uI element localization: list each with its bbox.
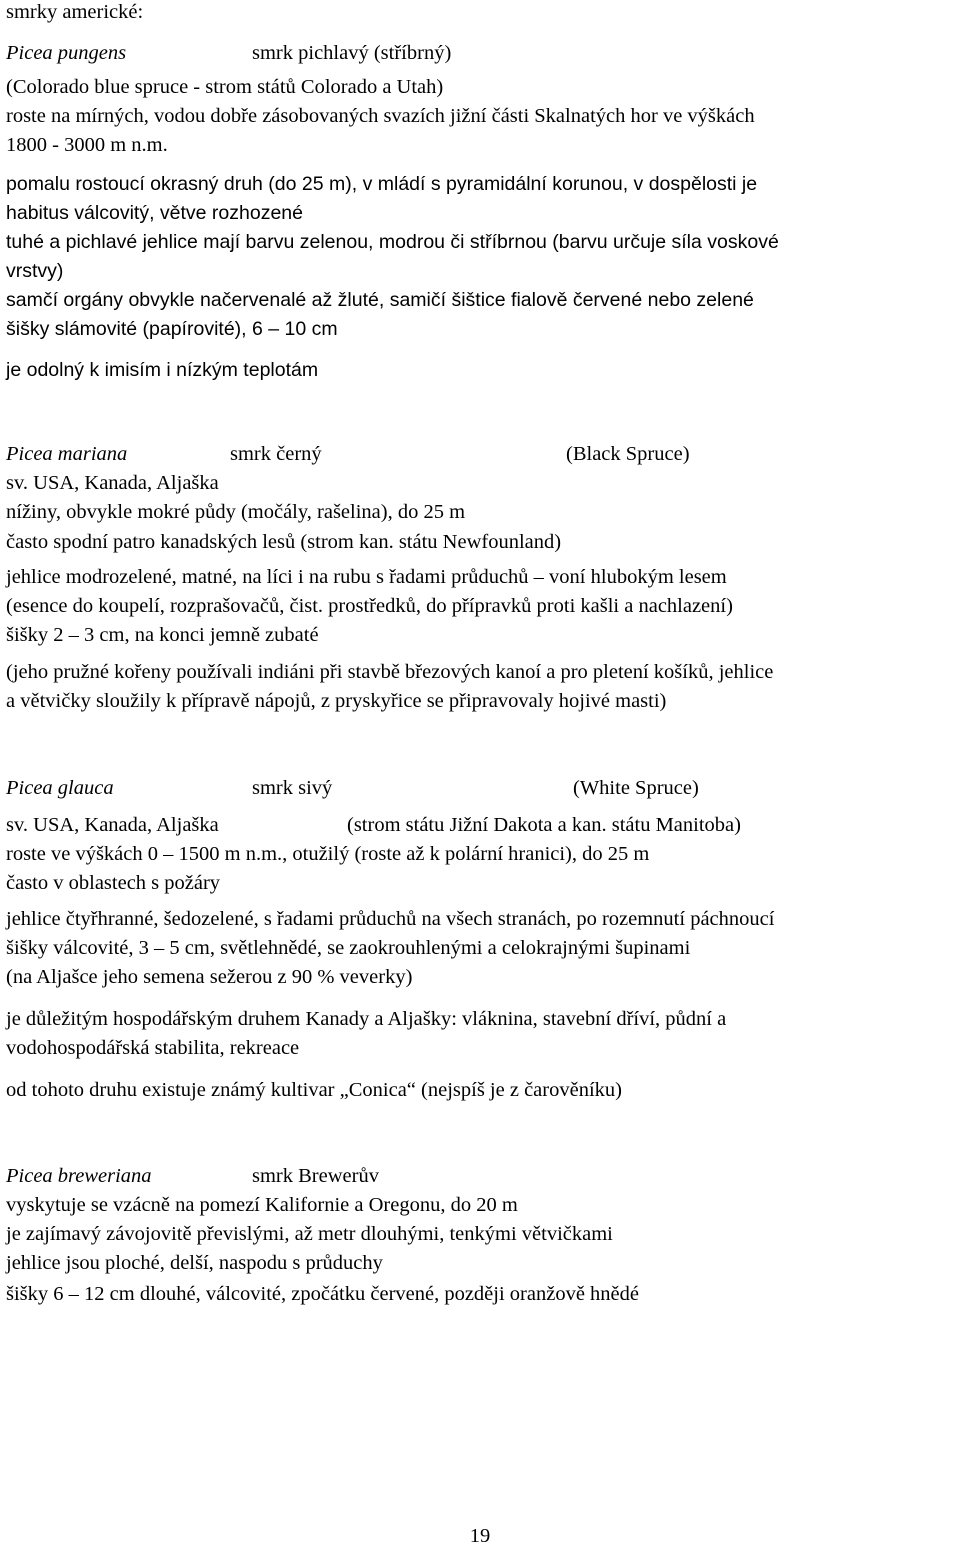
text-line: sv. USA, Kanada, Aljaška	[6, 472, 219, 494]
text-line: (strom státu Jižní Dakota a kan. státu Manitoba)	[347, 814, 741, 836]
species-latin-name: Picea breweriana	[6, 1165, 152, 1187]
text-line: vrstvy)	[6, 260, 64, 282]
text-line: jehlice modrozelené, matné, na líci i na rubu s řadami průduchů – voní hlubokým lesem	[6, 566, 727, 588]
species-czech-name: smrk pichlavý (stříbrný)	[252, 42, 452, 64]
text-line: pomalu rostoucí okrasný druh (do 25 m), v mládí s pyramidální korunou, v dospělosti je	[6, 173, 758, 195]
text-line: jehlice jsou ploché, delší, naspodu s průduchy	[6, 1252, 383, 1274]
species-czech-name: smrk Brewerův	[252, 1165, 379, 1187]
text-line: šišky 6 – 12 cm dlouhé, válcovité, zpočátku červené, později oranžově hnědé	[6, 1283, 639, 1305]
section-intro: smrky americké:	[6, 1, 144, 23]
species-english-name: (Black Spruce)	[566, 443, 690, 465]
page-number: 19	[469, 1525, 491, 1547]
species-czech-name: smrk černý	[230, 443, 322, 465]
species-czech-name: smrk sivý	[252, 777, 333, 799]
species-english-name: (White Spruce)	[573, 777, 699, 799]
text-line: jehlice čtyřhranné, šedozelené, s řadami průduchů na všech stranách, po rozemnutí páchnoucí	[6, 908, 775, 930]
text-line: (na Aljašce jeho semena sežerou z 90 % veverky)	[6, 966, 413, 988]
species-latin-name: Picea glauca	[6, 777, 114, 799]
text-line: tuhé a pichlavé jehlice mají barvu zelenou, modrou či stříbrnou (barvu určuje síla voskové	[6, 231, 779, 253]
text-line: vyskytuje se vzácně na pomezí Kalifornie a Oregonu, do 20 m	[6, 1194, 518, 1216]
text-line: (esence do koupelí, rozprašovačů, čist. prostředků, do přípravků proti kašli a nachlazení)	[6, 595, 733, 617]
text-line: (Colorado blue spruce - strom států Colorado a Utah)	[6, 76, 444, 98]
text-line: šišky 2 – 3 cm, na konci jemně zubaté	[6, 624, 319, 646]
text-line: samčí orgány obvykle načervenalé až žluté, samičí šištice fialově červené nebo zelené	[6, 289, 754, 311]
text-line: roste na mírných, vodou dobře zásobovaných svazích jižní části Skalnatých hor ve výškách	[6, 105, 755, 127]
text-line: je důležitým hospodářským druhem Kanady a Aljašky: vláknina, stavební dříví, půdní a	[6, 1008, 727, 1030]
text-line: nížiny, obvykle mokré půdy (močály, rašelina), do 25 m	[6, 501, 466, 523]
text-line: šišky slámovité (papírovité), 6 – 10 cm	[6, 318, 338, 340]
text-line: šišky válcovité, 3 – 5 cm, světlehnědé, se zaokrouhlenými a celokrajnými šupinami	[6, 937, 691, 959]
text-line: habitus válcovitý, větve rozhozené	[6, 202, 303, 224]
text-line: vodohospodářská stabilita, rekreace	[6, 1037, 300, 1059]
text-line: často v oblastech s požáry	[6, 872, 221, 894]
text-line: a větvičky sloužily k přípravě nápojů, z pryskyřice se připravovaly hojivé masti)	[6, 690, 667, 712]
text-line: 1800 - 3000 m n.m.	[6, 134, 168, 156]
text-line: je zajímavý závojovitě převislými, až metr dlouhými, tenkými větvičkami	[6, 1223, 613, 1245]
text-line: je odolný k imisím i nízkým teplotám	[6, 359, 319, 381]
text-line: roste ve výškách 0 – 1500 m n.m., otužilý (roste až k polární hranici), do 25 m	[6, 843, 650, 865]
text-line: sv. USA, Kanada, Aljaška	[6, 814, 219, 836]
text-line: často spodní patro kanadských lesů (strom kan. státu Newfounland)	[6, 531, 562, 553]
species-latin-name: Picea pungens	[6, 42, 127, 64]
text-line: od tohoto druhu existuje známý kultivar „Conica“ (nejspíš je z čarověníku)	[6, 1079, 622, 1101]
text-line: (jeho pružné kořeny používali indiáni při stavbě březových kanoí a pro pletení košíků, jehlice	[6, 661, 774, 683]
species-latin-name: Picea mariana	[6, 443, 128, 465]
